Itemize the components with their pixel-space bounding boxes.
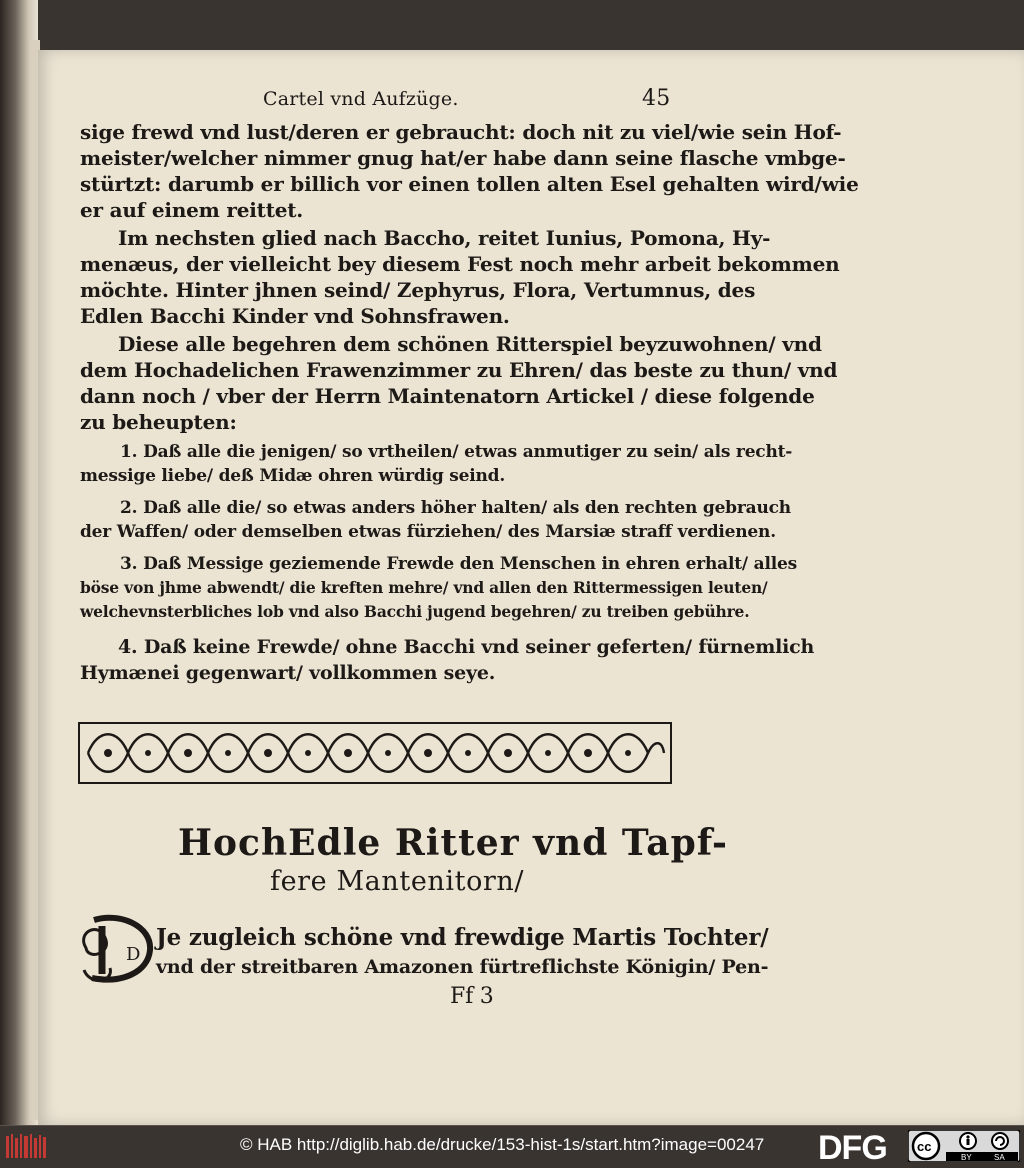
section-title: HochEdle Ritter vnd Tapf- [178, 822, 728, 864]
list-item: 3. Daß Messige geziemende Frewde den Menschen in ehren erhalt/ alles [120, 554, 797, 574]
body-line: möchte. Hinter jhnen seind/ Zephyrus, Flora, Vertumnus, des [80, 278, 756, 302]
section-title-continued: fere Mantenitorn/ [270, 866, 525, 897]
body-line: Diese alle begehren dem schönen Ritterspiel beyzuwohnen/ vnd [118, 332, 822, 356]
body-line: meister/welcher nimmer gnug hat/er habe dann seine flasche vmbge- [80, 146, 846, 170]
body-line: Im nechsten glied nach Baccho, reitet Iunius, Pomona, Hy- [118, 226, 771, 250]
barcode-icon [6, 1132, 46, 1160]
svg-text:cc: cc [917, 1139, 932, 1154]
signature-mark: Ff 3 [450, 984, 494, 1009]
list-item: 2. Daß alle die/ so etwas anders höher halten/ als den rechten gebrauch [120, 498, 791, 518]
body-line: menæus, der vielleicht bey diesem Fest noch mehr arbeit bekommen [80, 252, 840, 276]
body-line: er auf einem reittet. [80, 198, 304, 222]
body-line: dann noch / vber der Herrn Maintenatorn Artickel / diese folgende [80, 384, 815, 408]
dfg-logo: DFG [818, 1129, 887, 1167]
dropcap-initial [80, 910, 160, 986]
running-head: Cartel vnd Aufzüge. [263, 88, 459, 110]
list-item-continued: der Waffen/ oder demselben etwas fürziehen/ des Marsiæ straff verdienen. [80, 522, 776, 542]
license-by-label: BY [961, 1153, 972, 1162]
body-line: Edlen Bacchi Kinder vnd Sohnsfrawen. [80, 304, 510, 328]
closing-line: Je zugleich schöne vnd frewdige Martis Tochter/ [156, 924, 769, 951]
closing-line: vnd der streitbaren Amazonen fürtreflichste Königin/ Pen- [156, 956, 769, 978]
license-sa-label: SA [994, 1153, 1005, 1162]
dropcap-letter: D [126, 944, 141, 965]
page-number: 45 [642, 86, 671, 111]
list-item-continued: messige liebe/ deß Midæ ohren würdig seind. [80, 466, 506, 486]
cc-license-icon[interactable] [908, 1130, 1020, 1162]
list-item-continued: böse von jhme abwendt/ die kreften mehre/ vnd allen den Rittermessigen leuten/ [80, 578, 768, 597]
list-item: 4. Daß keine Frewde/ ohne Bacchi vnd seiner geferten/ fürnemlich [118, 636, 815, 658]
ornament-band [78, 722, 672, 784]
body-line: sige frewd vnd lust/deren er gebraucht: doch nit zu viel/wie sein Hof- [80, 120, 842, 144]
list-item-continued: welchevnsterbliches lob vnd also Bacchi jugend begehren/ zu treiben gebühre. [80, 602, 750, 621]
body-line: dem Hochadelichen Frawenzimmer zu Ehren/ das beste zu thun/ vnd [80, 358, 838, 382]
list-item: 1. Daß alle die jenigen/ so vrtheilen/ etwas anmutiger zu sein/ als recht- [120, 442, 793, 462]
body-line: zu beheupten: [80, 410, 237, 434]
copyright-link[interactable]: © HAB http://diglib.hab.de/drucke/153-hist-1s/start.htm?image=00247 [240, 1135, 765, 1154]
body-line: stürtzt: darumb er billich vor einen tollen alten Esel gehalten wird/wie [80, 172, 859, 196]
viewer-footer [0, 1125, 1024, 1166]
list-item-continued: Hymænei gegenwart/ vollkommen seye. [80, 662, 496, 684]
book-page [38, 50, 1024, 1125]
